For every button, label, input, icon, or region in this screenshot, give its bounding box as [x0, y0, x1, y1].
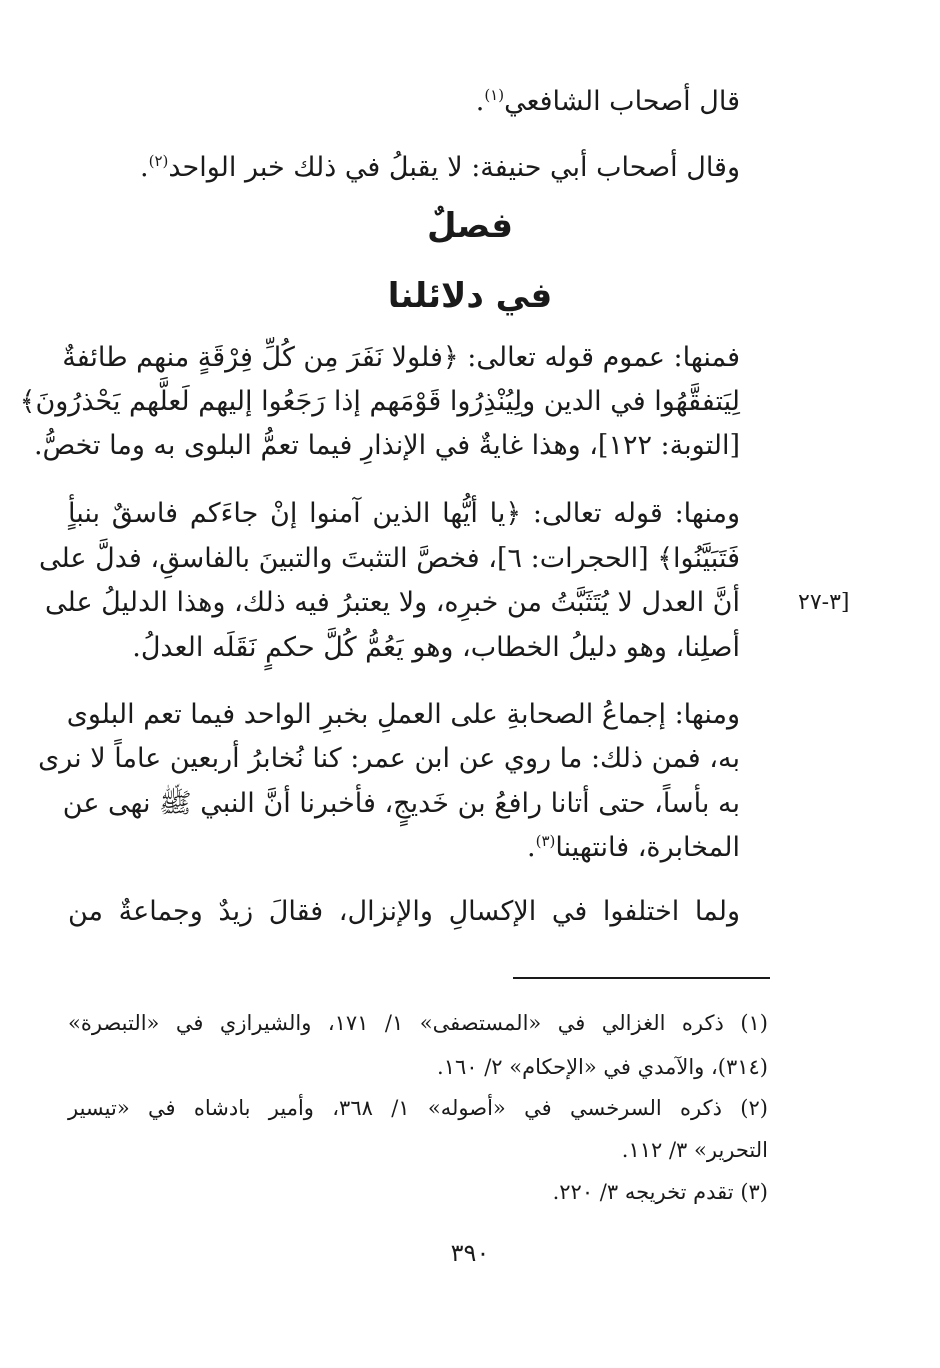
footnote-line: (١) ذكره الغزالي في «المستصفى» ١/ ١٧١، والشيرازي في «التبصرة» [68, 1011, 768, 1035]
margin-reference: [٣-٢٧ [798, 590, 850, 615]
footnote-ref[interactable]: (٣) [535, 832, 556, 850]
line-text: المخابرة، فانتهينا [555, 832, 740, 863]
text-line: فَتَبَيَّنُوا﴾ [الحجرات: ٦]، فخصَّ التثبتَ والتبينَ بالفاسقِ، فدلَّ على [38, 543, 740, 574]
text-line: أصلِنا، وهو دليلُ الخطاب، وهو يَعُمُّ كُلَّ حكمٍ نَقَلَه العدلُ. [132, 632, 740, 663]
line-text: وقال أصحاب أبي حنيفة: لا يقبلُ في ذلك خبر الواحد [168, 152, 740, 183]
text-line: به بأساً، حتى أتانا رافعُ بن خَديجٍ، فأخبرنا أنَّ النبي ﷺ نهى عن [62, 788, 740, 819]
text-line: به، فمن ذلك: ما روي عن ابن عمر: كنا نُخابرُ أربعين عاماً لا نرى [38, 743, 740, 774]
text-line: لِيَتفقَّهُوا في الدين ولِيُنْذِرُوا قَوْمَهم إذا رَجَعُوا إليهم لَعلَّهم يَحْذرُونَ﴾ [19, 386, 740, 417]
section-subheading: في دلائلنا [387, 276, 553, 316]
footnote-line: التحرير» ٣/ ١١٢. [621, 1138, 768, 1162]
footnote-divider [513, 977, 770, 979]
line-punct: . [139, 152, 149, 183]
page-number: ٣٩٠ [450, 1239, 490, 1267]
text-line [68, 148, 740, 188]
text-line: أنَّ العدل لا يُتَثَبَّتُ من خبرِه، ولا يعتبرُ فيه ذلك، وهذا الدليلُ على [45, 587, 740, 618]
footnote-ref[interactable]: (٢) [148, 152, 169, 170]
text-line: ومنها: قوله تعالى: ﴿يا أيُّها الذين آمنوا إنْ جاءَكم فاسقٌ بنبأٍ [68, 498, 740, 529]
footnote-line: (٣١٤)، والآمدي في «الإحكام» ٢/ ١٦٠. [437, 1055, 768, 1079]
line-text: قال أصحاب الشافعي [504, 86, 740, 117]
text-line: [التوبة: ١٢٢]، وهذا غايةٌ في الإنذارِ فيما تعمُّ البلوى به وما تخصُّ. [33, 430, 740, 461]
text-line [68, 828, 740, 868]
footnote-line: (٣) تقدم تخريجه ٣/ ٢٢٠. [552, 1180, 768, 1204]
text-line: ولما اختلفوا في الإكسالِ والإنزال، فقالَ زيدٌ وجماعةٌ من [68, 896, 740, 927]
footnote-ref[interactable]: (١) [484, 86, 505, 104]
section-heading: فصلٌ [426, 206, 514, 246]
text-line: ومنها: إجماعُ الصحابةِ على العملِ بخبرِ الواحد فيما تعم البلوى [66, 699, 740, 730]
text-line: فمنها: عموم قوله تعالى: ﴿فلولا نَفَرَ مِن كُلِّ فِرْقَةٍ منهم طائفةٌ [62, 342, 740, 373]
line-punct: . [527, 832, 536, 863]
footnote-line: (٢) ذكره السرخسي في «أصوله» ١/ ٣٦٨، وأمير بادشاه في «تيسير [68, 1096, 768, 1120]
text-line [68, 82, 740, 122]
line-punct: . [475, 86, 485, 117]
